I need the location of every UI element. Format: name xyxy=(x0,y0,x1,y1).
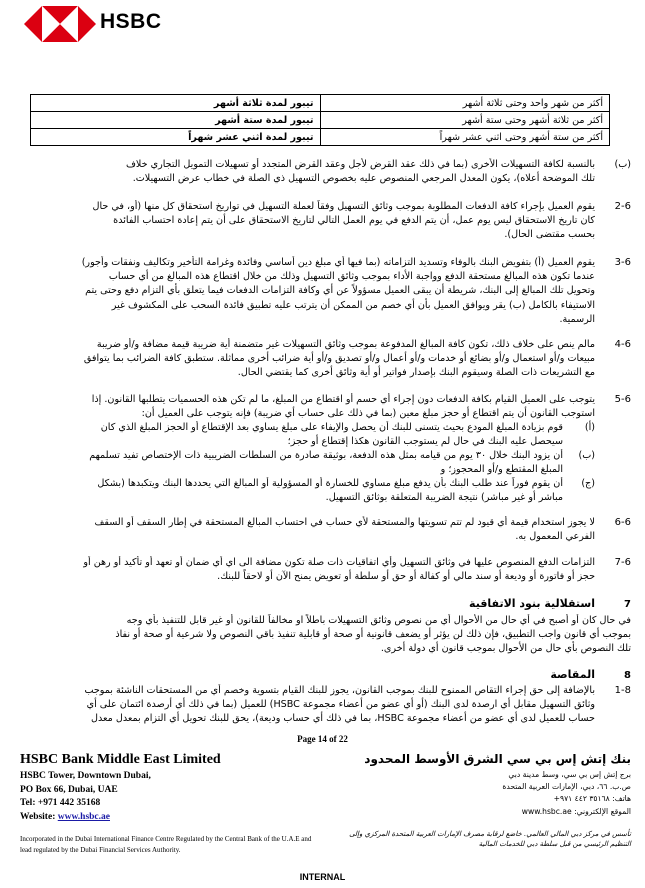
footer-company-name-ar: بنك إتش إس بي سي الشرق الأوسط المحدود xyxy=(364,752,631,766)
clause-number: 7-6 xyxy=(614,557,631,568)
clause-item-label: (ب) xyxy=(578,450,595,461)
clause-number: 6-6 xyxy=(614,517,631,528)
footer-website-ar: الموقع الإلكتروني: www.hsbc.ae xyxy=(521,806,631,816)
clause-number: 4-6 xyxy=(614,339,631,350)
clause-number: 5-6 xyxy=(614,394,631,405)
footer-arabic xyxy=(331,752,631,850)
document-classification: INTERNAL xyxy=(299,872,346,882)
section-title: استقلالية بنود الاتفاقية xyxy=(469,597,595,610)
clause-item-label: (أ) xyxy=(584,422,595,433)
footer-address-line-ar: برج إتش إس بي سي، وسط مدينة دبي xyxy=(508,770,631,779)
page-number: Page 14 of 22 xyxy=(297,734,348,744)
footer-address-line-ar: ص.ب. ٦٦، دبي، الإمارات العربية المتحدة xyxy=(502,782,631,792)
clause-6-6-text: لا يجوز استخدام قيمة أي قيود لم تتم تسويتها والمستحقة لأي حساب في احتساب المبالغ المستحقة في إطار السقف أو السقف الفرعي المعمول به. xyxy=(94,517,595,543)
table-cell-period: أكثر من ستة أشهر وحتى اثني عشر شهراً xyxy=(320,129,610,146)
table-row xyxy=(31,129,610,146)
table-cell-rate: تيبور لمدة اثني عشر شهراً xyxy=(31,129,321,146)
table-cell-period: أكثر من شهر واحد وحتى ثلاثة أشهر xyxy=(320,95,610,112)
clause-number: 3-6 xyxy=(614,257,631,268)
clause-number: 1-8 xyxy=(614,685,631,696)
clause-item-label: (ج) xyxy=(581,478,595,489)
section-number: 7 xyxy=(624,599,631,610)
clause-2-6-text: يقوم العميل بإجراء كافة الدفعات المطلوبة بموجب وثائق التسهيل وفقاً لعملة التسهيل في تواريخ استحقاق كل منها (أو، في حال كان تاريخ الاستحقاق ليس يوم عمل، أن يتم الدفع في يوم العمل التالي لتاريخ الاستحقاق على أن يتم إعادة احتساب الفائدة بحسب مقتضى الحال). xyxy=(92,201,595,241)
table-cell-rate: تيبور لمدة ستة أشهر xyxy=(31,112,321,129)
clause-3-6-text: يقوم العميل (أ) بتفويض البنك بالوفاء وتسديد التزاماته (بما فيها أي مبلغ دين أساسي وفائدة وغرامة التأخير وتكاليف ونفقات وأجور) عندما تكون هذه المبالغ مستحقة الدفع وواجبة الأداء بموجب وثائق التسهيل وذلك من خلال اقتطاع هذه المبالغ من أي حساب وتحويل تلك المبالغ إلى البنك، شريطة أن يبقى العميل مسؤولاً عن أي وكافة التزامات الدفعات فيما يتعلق بأي التزام دفع وحتى يتم الاستيفاء بالكامل (ب) يقر ويوافق العميل بأن أي خصم من الممكن أن يترتب عليه تطبيق فائدة السحب على المكشوف غير الرسمية. xyxy=(81,257,595,325)
footer-telephone-ar: هاتف: ٣٥١٦٨ ٤٤٢ ٩٧١+ xyxy=(553,794,631,804)
clause-5-6-item-b: أن يزود البنك خلال ٣٠ يوم من قيامه بمثل هذه الدفعة، بوثيقة صادرة من السلطات الضريبية ذات الإختصاص تفيد تسلمهم المبلغ المقتطع و/أو المحجوز؛ و xyxy=(89,450,563,476)
clause-4-6-text: مالم ينص على خلاف ذلك، تكون كافة المبالغ المدفوعة بموجب وثائق التسهيلات غير متضمنة أية ضريبة قيمة مضافة و/أو ضريبة مبيعات و/أو استعمال و/أو بضائع أو خدمات و/أو أعمال و/أو تصديق و/أو أية ضرائب أخرى مماثلة. ستطبق كافة الضرائب بما يتوافق مع التشريعات ذات الصلة وسيقوم البنك بإصدار فواتير أو أية وثائق أخرى كما يقتضي الحال. xyxy=(83,339,595,379)
hsbc-hexagon-icon xyxy=(24,6,96,42)
footer-address-line: PO Box 66, Dubai, UAE xyxy=(20,784,118,795)
clause-7-6-text: التزامات الدفع المنصوص عليها في وثائق التسهيل وأي اتفاقيات ذات صلة تكون مضافة الى اي أي ضمان أو تعهد أو تأكيد أو رهن أو حجز أو فاتورة أو وديعة أو سند مالي أو كفالة أو حق أو سلطة أو تعويض يمنح الآن أو لاحقاً للبنك. xyxy=(83,557,595,583)
footer-english xyxy=(20,752,320,856)
footer-address-line: HSBC Tower, Downtown Dubai, xyxy=(20,771,151,781)
section-number: 8 xyxy=(624,670,631,681)
section-8-text: بالإضافة إلى حق إجراء التقاص الممنوح للبنك بموجب القانون، يجوز للبنك القيام بتسوية وخصم أي من المستحقات الناشئة بموجب وثائق التسهيل مقابل أي ارصدة لدى البنك (أو أي عضو من أعضاء مجموعة HSBC) للعميل (بما في ذلك أي أرصدة ائتمان على أي حساب للعميل لدى أي عضو من أعضاء مجموعة HSBC، بما في ذلك أي حساب وديعة)، يحق للبنك تحويل أي التزام بمعدل معدل xyxy=(84,685,595,725)
table-cell-period: أكثر من ثلاثة أشهر وحتى ستة أشهر xyxy=(320,112,610,129)
clause-5-6-item-a: قوم بزيادة المبلغ المودع بحيث يتسنى للبنك أن يحصل والإيفاء على مبلغ يساوي بعد الإقتطاع أو الحجز المبلغ الذي كان سيحصل عليه البنك في حال لم يستوجب القانون هكذا إقتطاع أو حجز؛ xyxy=(100,422,563,448)
footer-website-label: Website: xyxy=(20,811,56,822)
section-7-text: في حال كان أو أصبح في أي حال من الأحوال أي من نصوص وثائق التسهيلات باطلاً او مخالفاً للقانون أو غير قابل للتنفيذ بأي وجه بموجب أي قانون واجب التطبيق، فإن ذلك لن يؤثر أو يضعف قانونية أو صحة أو قابلية تنفيذ باقي النصوص ولا شرعية أو صحة أو نفاذ تلك النصوص بأي حال من الأحوال بموجب قانون أي دولة أخرى. xyxy=(115,615,631,655)
footer-website-link[interactable]: www.hsbc.ae xyxy=(57,811,110,822)
clause-b-text: بالنسبة لكافة التسهيلات الأخرى (بما في ذلك عقد القرض لأجل وعقد القرض المتجدد أو تسهيلات التمويل التجاري خلاف تلك الموضحة أعلاه)، يكون المعدل المرجعي المنصوص عليه بخصوص التسهيل ذي الصلة في خطاب عرض التسهيلات. xyxy=(125,159,595,185)
clause-5-6-text: يتوجب على العميل القيام بكافة الدفعات دون إجراء أي حسم أو اقتطاع من المبلغ، ما لم تكن هذه الحسميات يتطلبها القانون. إذا استوجب القانون أن يتم اقتطاع أو حجز مبلغ معين (بما في ذلك على حساب أي ضريبة) فإنه يتوجب على العميل أن: xyxy=(91,394,595,420)
table-cell-rate: تيبور لمدة ثلاثة أشهر xyxy=(31,95,321,112)
footer-company-name: HSBC Bank Middle East Limited xyxy=(20,752,221,767)
footer-regulation-text-ar: تأسس في مركز دبي المالي العالمي. خاضع لرقابة مصرف الإمارات العربية المتحدة المركزي وإلى التنظيم الرئيسي من قبل سلطة دبي للخدمات المالية xyxy=(349,829,631,849)
footer-telephone: Tel: +971 442 35168 xyxy=(20,798,101,808)
clause-number: 2-6 xyxy=(614,201,631,212)
footer-regulation-text: Incorporated in the Dubai International Finance Centre Regulated by the Central Bank of the U.A.E and lead regulated by the Dubai Financial Services Authority. xyxy=(20,835,312,854)
table-row xyxy=(31,95,610,112)
hsbc-logo xyxy=(24,6,184,42)
clause-label: (ب) xyxy=(614,159,631,170)
section-title: المقاصة xyxy=(550,668,595,681)
brand-name: HSBC xyxy=(100,10,162,33)
clause-5-6-item-c: أن يقوم فوراً عند طلب البنك بأن يدفع مبلغ مساوي للخسارة أو المسؤولية أو المبالغ التي يحددها البنك ويتكبدها (بشكل مباشر أو غير مباشر) نتيجة الضريبة المتعلقة بوثائق التسهيل. xyxy=(97,478,563,504)
footer-website-row xyxy=(20,811,320,825)
tenor-rate-table xyxy=(30,94,610,146)
table-row xyxy=(31,112,610,129)
